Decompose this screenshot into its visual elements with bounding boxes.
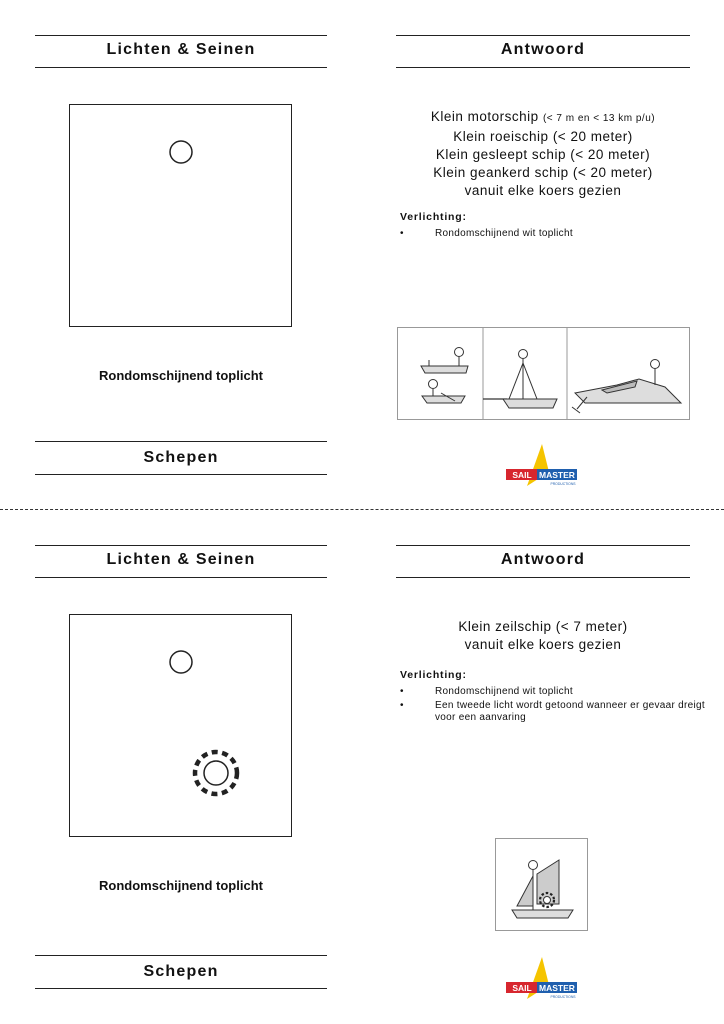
left-title: Lichten & Seinen bbox=[106, 41, 256, 58]
answer-line: Klein motorschip bbox=[430, 109, 543, 124]
logo-text-left: SAIL bbox=[512, 983, 532, 993]
caption: Rondomschijnend toplicht bbox=[99, 368, 263, 383]
divider bbox=[35, 955, 327, 956]
white-light-icon bbox=[170, 651, 192, 673]
verlichting-title: Verlichting: bbox=[400, 669, 467, 681]
bullet: • bbox=[400, 228, 404, 239]
right-title: Antwoord bbox=[500, 41, 586, 58]
bullet: • bbox=[400, 700, 404, 711]
answer-line: vanuit elke koers gezien bbox=[464, 183, 622, 198]
answer-line: Klein roeischip (< 20 meter) bbox=[453, 129, 633, 144]
logo-subtext: PRODUCTIONS bbox=[550, 995, 576, 999]
verlichting-text: Rondomschijnend wit toplicht bbox=[435, 686, 573, 697]
left-title: Lichten & Seinen bbox=[106, 551, 256, 568]
footer-title: Schepen bbox=[143, 963, 219, 980]
logo-text-right: MASTER bbox=[539, 983, 575, 993]
divider bbox=[35, 988, 327, 989]
divider bbox=[396, 545, 690, 546]
answer-line: Klein gesleept schip (< 20 meter) bbox=[435, 147, 651, 162]
answer-text bbox=[396, 618, 690, 654]
verlichting-item bbox=[400, 700, 720, 726]
sailmaster-logo bbox=[505, 955, 579, 1001]
divider bbox=[35, 474, 327, 475]
divider bbox=[396, 35, 690, 36]
logo-text-right: MASTER bbox=[539, 470, 575, 480]
caption: Rondomschijnend toplicht bbox=[99, 878, 263, 893]
sailmaster-logo bbox=[505, 442, 579, 488]
bullet: • bbox=[400, 686, 404, 697]
verlichting-item bbox=[400, 228, 720, 242]
divider bbox=[396, 67, 690, 68]
divider bbox=[35, 577, 327, 578]
answer-line: vanuit elke koers gezien bbox=[464, 637, 622, 652]
answer-line-small: (< 7 m en < 13 km p/u) bbox=[542, 113, 656, 124]
light-diagram bbox=[69, 614, 292, 837]
light-diagram bbox=[69, 104, 292, 327]
sailboat-illustration bbox=[495, 838, 588, 931]
flashing-light-icon bbox=[195, 752, 237, 794]
ship-illustration bbox=[397, 327, 690, 420]
divider bbox=[35, 35, 327, 36]
footer-title: Schepen bbox=[143, 449, 219, 466]
logo-text-left: SAIL bbox=[512, 470, 532, 480]
divider bbox=[35, 67, 327, 68]
verlichting-text: Een tweede licht wordt getoond wanneer er gevaar dreigt voor een aanvaring bbox=[435, 700, 705, 723]
divider bbox=[35, 441, 327, 442]
answer-line: Klein geankerd schip (< 20 meter) bbox=[433, 165, 653, 180]
divider bbox=[396, 577, 690, 578]
cut-line bbox=[0, 509, 724, 510]
right-title: Antwoord bbox=[500, 551, 586, 568]
logo-subtext: PRODUCTIONS bbox=[550, 482, 576, 486]
verlichting-text: Rondomschijnend wit toplicht bbox=[435, 228, 573, 239]
verlichting-item bbox=[400, 686, 720, 700]
divider bbox=[35, 545, 327, 546]
verlichting-title: Verlichting: bbox=[400, 211, 467, 223]
white-light-icon bbox=[170, 141, 192, 163]
answer-text bbox=[396, 108, 690, 200]
answer-line: Klein zeilschip (< 7 meter) bbox=[458, 619, 628, 634]
